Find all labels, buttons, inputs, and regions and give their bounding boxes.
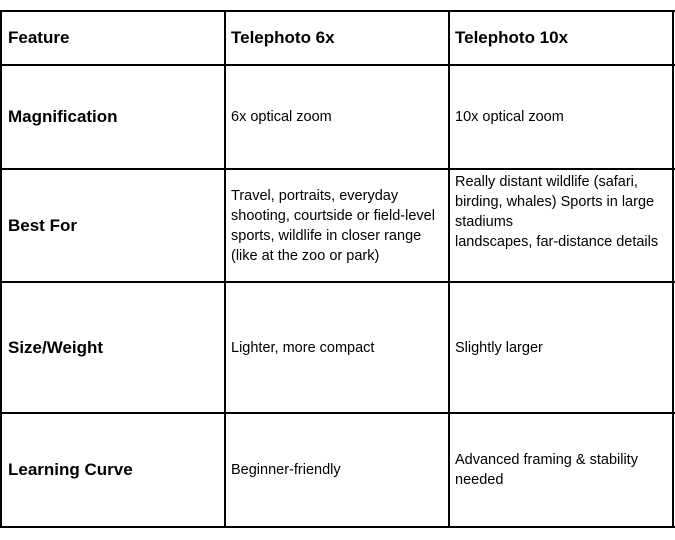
cell-magnification-10x: 10x optical zoom (455, 109, 564, 125)
row-label-best-for: Best For (8, 215, 77, 235)
header-telephoto-10x: Telephoto 10x (455, 28, 569, 47)
table-cell (450, 283, 672, 412)
header-telephoto-6x: Telephoto 6x (231, 28, 335, 47)
table-border-right (672, 10, 674, 528)
table-cell (450, 66, 672, 168)
comparison-table (0, 10, 675, 528)
table-row (2, 170, 224, 281)
cell-learning-curve-6x: Beginner-friendly (231, 462, 341, 478)
table-row (2, 414, 224, 526)
cell-best-for-10x: Really distant wildlife (safari, birding, whales) Sports in large stadiums landscapes, far-distance details (455, 174, 659, 250)
table-header-cell (226, 12, 448, 64)
table-cell (226, 414, 448, 526)
cell-learning-curve-10x: Advanced framing & stability needed (455, 452, 638, 488)
table-row (2, 66, 224, 168)
table-header-cell (450, 12, 672, 64)
table-cell (226, 283, 448, 412)
cell-magnification-6x: 6x optical zoom (231, 109, 332, 125)
row-label-magnification: Magnification (8, 107, 118, 126)
cell-size-weight-10x: Slightly larger (455, 339, 543, 356)
row-label-learning-curve: Learning Curve (8, 460, 133, 479)
header-feature: Feature (8, 28, 70, 47)
row-label-size-weight: Size/Weight (8, 337, 104, 357)
table-cell (450, 414, 672, 526)
table-cell (226, 66, 448, 168)
table-row (2, 283, 224, 412)
table-border-bottom (0, 526, 675, 528)
table-header-row (2, 12, 224, 64)
table-cell (226, 170, 448, 281)
table-cell (450, 170, 672, 281)
cell-size-weight-6x: Lighter, more compact (231, 339, 375, 356)
cell-best-for-6x: Travel, portraits, everyday shooting, courtside or field-level sports, wildlife in closer range (like at the zoo or park) (231, 187, 435, 264)
